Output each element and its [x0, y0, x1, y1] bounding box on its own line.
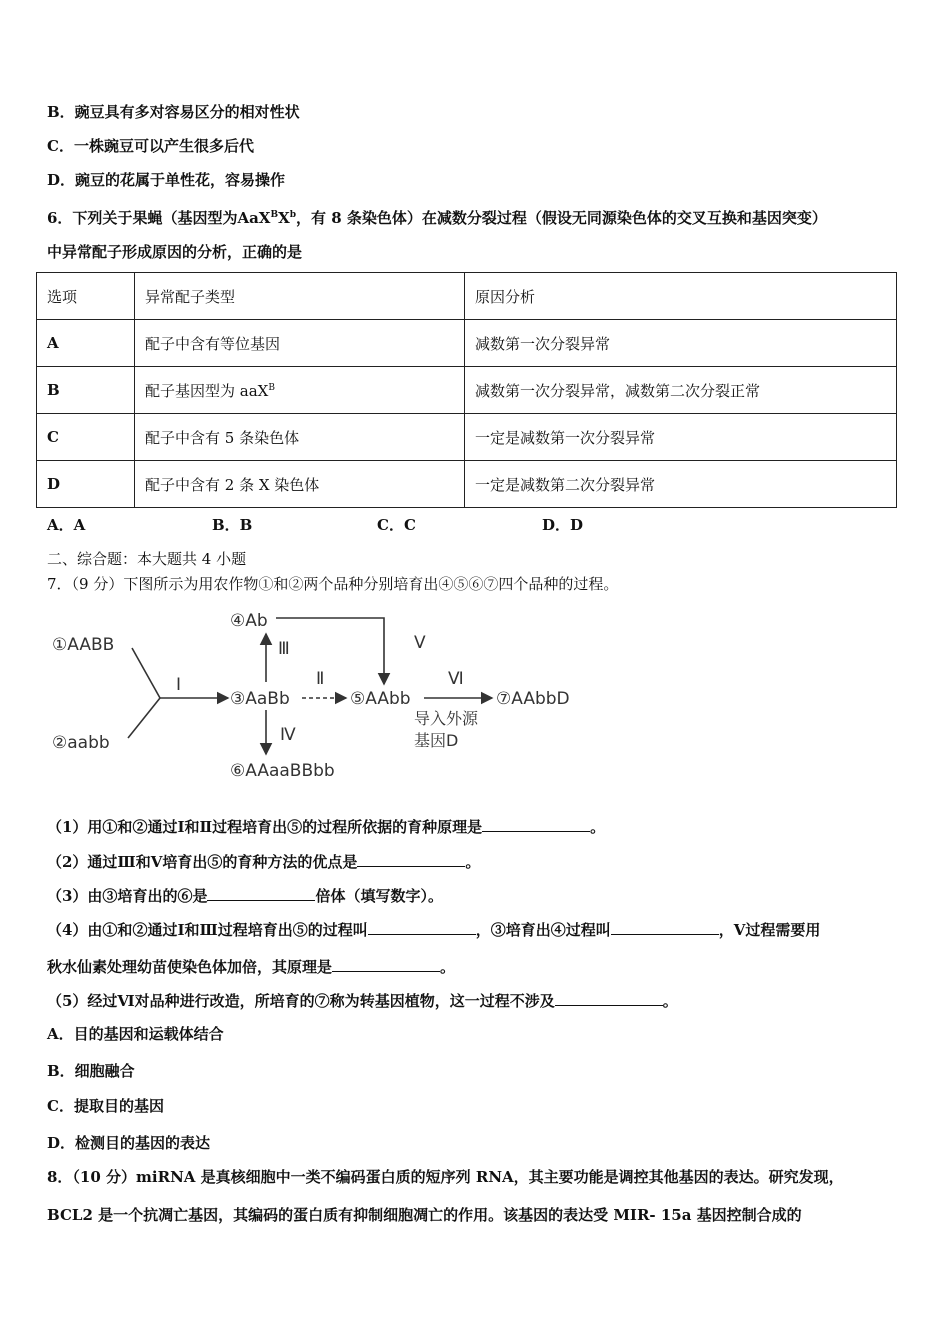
node-5: ⑤AAbb: [350, 689, 411, 709]
table-cell-type: 配子中含有等位基因: [135, 320, 465, 367]
table-cell-reason: 减数第一次分裂异常: [465, 320, 897, 367]
process-6-label: Ⅵ: [448, 669, 464, 689]
q5-option-d: D．豌豆的花属于单性花，容易操作: [47, 171, 286, 189]
process-4-label: Ⅳ: [280, 725, 296, 745]
q6-stem-part1: 6．下列关于果蝇（基因型为: [47, 209, 238, 227]
q7-sub4-line2: 秋水仙素处理幼苗使染色体加倍，其原理是 。: [47, 958, 456, 976]
table-header-row: [37, 273, 897, 320]
answer-blank[interactable]: [207, 885, 315, 901]
node-4: ④Ab: [230, 611, 268, 631]
q7-sub5: （5）经过Ⅵ对品种进行改造，所培育的⑦称为转基因植物，这一过程不涉及 。: [47, 992, 678, 1010]
q7-option-b: B．细胞融合: [47, 1062, 135, 1080]
q5-option-c: C．一株豌豆可以产生很多后代: [47, 137, 254, 155]
q6-answer-b: B．B: [212, 516, 253, 534]
answer-blank[interactable]: [555, 990, 663, 1006]
table-cell-type: 配子中含有 2 条 X 染色体: [135, 461, 465, 508]
node-7: ⑦AAbbD: [496, 689, 570, 709]
process-6-note-line1: 导入外源: [414, 709, 479, 728]
process-6-note-line2: 基因D: [414, 731, 459, 750]
q6-answer-a: A．A: [47, 516, 86, 534]
process-2-label: Ⅱ: [316, 669, 325, 689]
table-header-cell: 异常配子类型: [135, 273, 465, 320]
node-2: ②aabb: [52, 733, 110, 753]
table-cell-option: D: [37, 461, 135, 508]
table-header-cell: 原因分析: [465, 273, 897, 320]
q5-option-b: B．豌豆具有多对容易区分的相对性状: [47, 103, 300, 121]
q7-sub1: （1）用①和②通过Ⅰ和Ⅱ过程培育出⑤的过程所依据的育种原理是 。: [47, 818, 606, 836]
table-row: [37, 320, 897, 367]
q8-line1: 8．（10 分）miRNA 是真核细胞中一类不编码蛋白质的短序列 RNA，其主要功能是调控其他基因的表达。研究发现，: [47, 1168, 844, 1186]
q6-stem-part2: ，有 8 条染色体）在减数分裂过程（假设无同源染色体的交叉互换和基因突变）: [296, 209, 827, 227]
cross-line-lower: [128, 698, 160, 738]
table-cell-option: B: [37, 367, 135, 414]
q8-line2: BCL2 是一个抗凋亡基因，其编码的蛋白质有抑制细胞凋亡的作用。该基因的表达受 MIR- 15a 基因控制合成的: [47, 1206, 802, 1224]
q7-sub2: （2）通过Ⅲ和Ⅴ培育出⑤的育种方法的优点是 。: [47, 853, 481, 871]
q7-sub3: （3）由③培育出的⑥是 倍体（填写数字）。: [47, 887, 443, 905]
cross-line-upper: [132, 648, 160, 698]
arrow-process-5: [276, 618, 384, 684]
process-1-label: Ⅰ: [176, 675, 182, 695]
q6-answer-d: D．D: [542, 516, 584, 534]
answer-blank[interactable]: [368, 919, 476, 935]
q6-answer-c: C．C: [377, 516, 416, 534]
table-cell-reason: 减数第一次分裂异常，减数第二次分裂正常: [465, 367, 897, 414]
q6-stem-line2: 中异常配子形成原因的分析，正确的是: [47, 243, 303, 261]
answer-blank[interactable]: [611, 919, 719, 935]
q6-options-table: [36, 272, 897, 508]
node-1: ①AABB: [52, 635, 115, 655]
table-cell-option: A: [37, 320, 135, 367]
q7-stem: 7．（9 分）下图所示为用农作物①和②两个品种分别培育出④⑤⑥⑦四个品种的过程。: [47, 575, 619, 593]
table-row: [37, 461, 897, 508]
section2-title: 二、综合题：本大题共 4 小题: [47, 550, 247, 568]
q7-option-a: A．目的基因和运载体结合: [47, 1025, 224, 1043]
answer-blank[interactable]: [482, 816, 590, 832]
table-cell-option: C: [37, 414, 135, 461]
table-cell-type: 配子中含有 5 条染色体: [135, 414, 465, 461]
q7-option-c: C．提取目的基因: [47, 1097, 164, 1115]
q7-sub4-line1: （4）由①和②通过Ⅰ和Ⅲ过程培育出⑤的过程叫 ，③培育出④过程叫 ，Ⅴ过程需要用: [47, 921, 821, 939]
answer-blank[interactable]: [332, 956, 440, 972]
q6-stem-line1: [47, 205, 827, 228]
table-cell-reason: 一定是减数第二次分裂异常: [465, 461, 897, 508]
table-header-cell: 选项: [37, 273, 135, 320]
node-6: ⑥AAaaBBbb: [230, 761, 335, 781]
breeding-diagram: [40, 604, 600, 790]
table-cell-type: 配子基因型为 aaX$^B$: [135, 367, 465, 414]
table-row: [37, 367, 897, 414]
process-5-label: Ⅴ: [414, 633, 426, 653]
table-row: [37, 414, 897, 461]
q6-genotype: $AaX^BX^b$: [237, 209, 296, 227]
answer-blank[interactable]: [357, 851, 465, 867]
node-3: ③AaBb: [230, 689, 290, 709]
process-3-label: Ⅲ: [278, 639, 290, 659]
q7-option-d: D．检测目的基因的表达: [47, 1134, 211, 1152]
table-cell-reason: 一定是减数第一次分裂异常: [465, 414, 897, 461]
